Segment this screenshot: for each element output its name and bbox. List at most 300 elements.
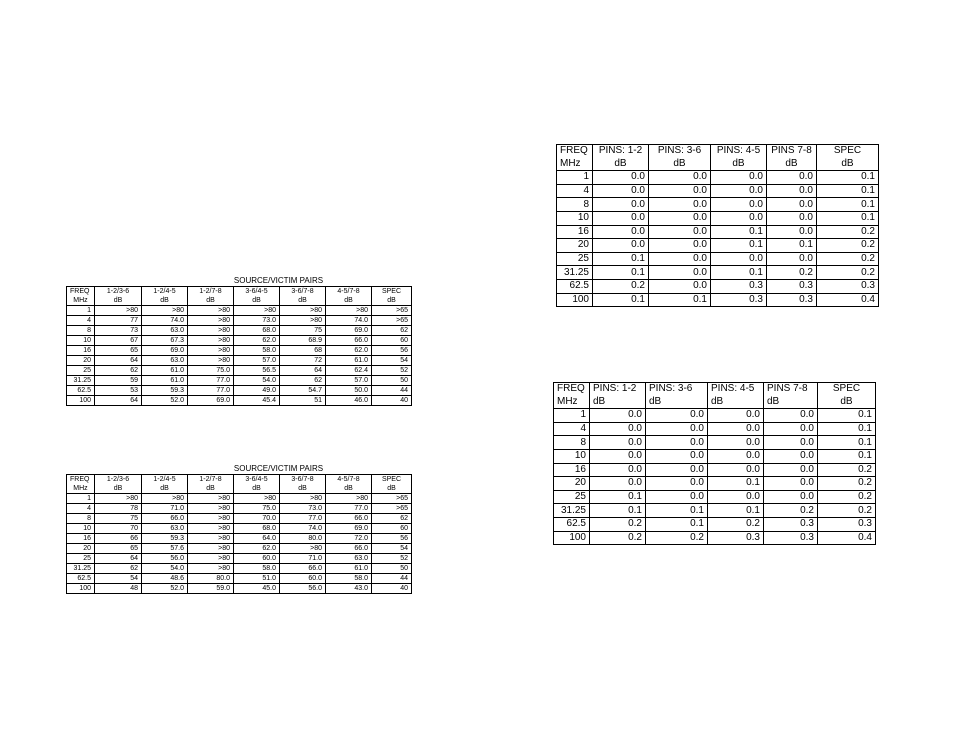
header-row	[557, 145, 879, 158]
column-header: SPEC	[817, 145, 879, 158]
value-cell: 54	[372, 544, 412, 554]
table-row	[67, 544, 412, 554]
freq-cell: 1	[67, 494, 95, 504]
column-header: 1-2/4-5	[142, 287, 188, 297]
value-cell: 43.0	[326, 584, 372, 594]
value-cell: 57.0	[234, 356, 280, 366]
freq-cell: 62.5	[67, 574, 95, 584]
column-header: dB	[818, 396, 876, 409]
value-cell: 77.0	[188, 386, 234, 396]
value-cell: 0.3	[767, 279, 817, 293]
value-cell: 62.0	[234, 544, 280, 554]
table-row	[557, 171, 879, 185]
freq-cell: 25	[554, 490, 590, 504]
column-header: PINS 7-8	[767, 145, 817, 158]
value-cell: 67.3	[142, 336, 188, 346]
value-cell: 61.0	[142, 376, 188, 386]
value-cell: 56.0	[142, 554, 188, 564]
value-cell: 61.0	[326, 564, 372, 574]
table-row	[67, 346, 412, 356]
value-cell: 0.1	[593, 266, 649, 280]
value-cell: >80	[188, 554, 234, 564]
value-cell: 0.0	[711, 198, 767, 212]
value-cell: 75	[280, 326, 326, 336]
value-cell: 59	[95, 376, 142, 386]
table-row	[557, 225, 879, 239]
value-cell: 74.0	[326, 316, 372, 326]
freq-cell: 62.5	[554, 517, 590, 531]
freq-cell: 10	[67, 524, 95, 534]
value-cell: 0.0	[708, 409, 764, 423]
value-cell: >65	[372, 306, 412, 316]
column-header: 1-2/4-5	[142, 475, 188, 485]
freq-cell: 16	[67, 534, 95, 544]
table-row	[557, 293, 879, 307]
value-cell: >80	[188, 306, 234, 316]
value-cell: 0.1	[711, 266, 767, 280]
table-row	[557, 252, 879, 266]
value-cell: 0.2	[818, 463, 876, 477]
column-header: MHz	[557, 158, 593, 171]
value-cell: 0.2	[646, 531, 708, 545]
value-cell: 62	[95, 366, 142, 376]
column-header: 3-6/4-5	[234, 287, 280, 297]
value-cell: 64	[95, 396, 142, 406]
value-cell: 0.3	[711, 279, 767, 293]
table-row	[67, 504, 412, 514]
value-cell: 52	[372, 366, 412, 376]
value-cell: 58.0	[234, 564, 280, 574]
table-row	[67, 316, 412, 326]
freq-cell: 20	[67, 544, 95, 554]
value-cell: 56	[372, 534, 412, 544]
value-cell: 75.0	[234, 504, 280, 514]
header-row	[554, 383, 876, 396]
value-cell: 64	[95, 356, 142, 366]
value-cell: 0.0	[593, 198, 649, 212]
pin-table-1	[556, 144, 879, 307]
value-cell: 62	[372, 514, 412, 524]
next-table-1	[66, 286, 412, 406]
value-cell: >80	[280, 306, 326, 316]
value-cell: 60.0	[234, 554, 280, 564]
value-cell: 54.0	[142, 564, 188, 574]
value-cell: 69.0	[326, 524, 372, 534]
value-cell: >80	[188, 356, 234, 366]
value-cell: 0.0	[764, 477, 818, 491]
table-row	[554, 436, 876, 450]
freq-cell: 4	[557, 184, 593, 198]
value-cell: >80	[188, 534, 234, 544]
table-row	[67, 534, 412, 544]
value-cell: 0.3	[817, 279, 879, 293]
header-row	[557, 158, 879, 171]
value-cell: 0.0	[767, 171, 817, 185]
value-cell: >65	[372, 316, 412, 326]
value-cell: 68	[280, 346, 326, 356]
value-cell: 54	[372, 356, 412, 366]
column-header: dB	[234, 296, 280, 306]
freq-cell: 31.25	[67, 376, 95, 386]
value-cell: 66.0	[280, 564, 326, 574]
freq-cell: 20	[67, 356, 95, 366]
table-row	[67, 554, 412, 564]
column-header: dB	[593, 158, 649, 171]
value-cell: 56.0	[280, 584, 326, 594]
column-header: SPEC	[372, 475, 412, 485]
value-cell: 66.0	[326, 544, 372, 554]
freq-cell: 16	[557, 225, 593, 239]
value-cell: 0.0	[649, 252, 711, 266]
pin-table-1-block	[556, 144, 879, 307]
table-row	[67, 376, 412, 386]
column-header: 4-5/7-8	[326, 475, 372, 485]
column-header: 4-5/7-8	[326, 287, 372, 297]
freq-cell: 31.25	[557, 266, 593, 280]
freq-cell: 1	[67, 306, 95, 316]
table-row	[554, 517, 876, 531]
value-cell: 0.0	[764, 449, 818, 463]
value-cell: 66	[95, 534, 142, 544]
value-cell: >80	[188, 524, 234, 534]
value-cell: 0.3	[711, 293, 767, 307]
value-cell: 44	[372, 574, 412, 584]
column-header: FREQ	[67, 475, 95, 485]
value-cell: 0.1	[590, 490, 646, 504]
value-cell: 62.0	[234, 336, 280, 346]
value-cell: 77	[95, 316, 142, 326]
value-cell: 0.0	[646, 422, 708, 436]
value-cell: 0.1	[818, 422, 876, 436]
table-row	[67, 356, 412, 366]
value-cell: 62.0	[326, 346, 372, 356]
value-cell: 0.0	[767, 198, 817, 212]
value-cell: >80	[188, 504, 234, 514]
value-cell: 0.0	[711, 252, 767, 266]
table-row	[554, 531, 876, 545]
freq-cell: 100	[557, 293, 593, 307]
value-cell: >80	[188, 316, 234, 326]
table-caption: SOURCE/VICTIM PAIRS	[233, 276, 324, 285]
value-cell: 0.4	[817, 293, 879, 307]
value-cell: 69.0	[326, 326, 372, 336]
value-cell: 0.0	[711, 184, 767, 198]
value-cell: 0.1	[708, 504, 764, 518]
column-header: FREQ	[67, 287, 95, 297]
pin-table-2-block	[553, 382, 876, 545]
freq-cell: 20	[554, 477, 590, 491]
column-header: MHz	[554, 396, 590, 409]
value-cell: >80	[142, 494, 188, 504]
value-cell: >80	[142, 306, 188, 316]
value-cell: 69.0	[188, 396, 234, 406]
freq-cell: 10	[557, 211, 593, 225]
value-cell: 73	[95, 326, 142, 336]
value-cell: 63.0	[142, 524, 188, 534]
value-cell: 66.0	[142, 514, 188, 524]
freq-cell: 20	[557, 239, 593, 253]
header-row	[67, 287, 412, 297]
value-cell: 71.0	[280, 554, 326, 564]
freq-cell: 25	[67, 554, 95, 564]
value-cell: 0.0	[590, 477, 646, 491]
value-cell: 72.0	[326, 534, 372, 544]
value-cell: 0.0	[590, 409, 646, 423]
value-cell: 61.0	[142, 366, 188, 376]
value-cell: 54.0	[234, 376, 280, 386]
value-cell: 69.0	[142, 346, 188, 356]
freq-cell: 100	[67, 584, 95, 594]
table-row	[67, 386, 412, 396]
value-cell: 0.1	[593, 252, 649, 266]
value-cell: 0.2	[593, 279, 649, 293]
value-cell: >80	[280, 316, 326, 326]
value-cell: 0.0	[590, 422, 646, 436]
value-cell: 0.0	[767, 184, 817, 198]
value-cell: 75.0	[188, 366, 234, 376]
value-cell: 0.0	[764, 409, 818, 423]
table-row	[557, 184, 879, 198]
freq-cell: 4	[554, 422, 590, 436]
header-row	[554, 396, 876, 409]
value-cell: 0.1	[817, 211, 879, 225]
column-header: dB	[708, 396, 764, 409]
table-row	[554, 422, 876, 436]
freq-cell: 100	[554, 531, 590, 545]
value-cell: 74.0	[142, 316, 188, 326]
value-cell: 0.1	[818, 449, 876, 463]
value-cell: 0.2	[708, 517, 764, 531]
table-row	[557, 239, 879, 253]
value-cell: 48.6	[142, 574, 188, 584]
column-header: FREQ	[554, 383, 590, 396]
value-cell: 0.2	[590, 517, 646, 531]
value-cell: 0.0	[646, 477, 708, 491]
value-cell: 0.1	[708, 477, 764, 491]
column-header: 1-2/3-6	[95, 287, 142, 297]
value-cell: 0.3	[708, 531, 764, 545]
value-cell: 48	[95, 584, 142, 594]
next-table-2	[66, 474, 412, 594]
column-header: PINS 7-8	[764, 383, 818, 396]
value-cell: 0.0	[593, 239, 649, 253]
value-cell: 56.5	[234, 366, 280, 376]
table-row	[67, 574, 412, 584]
value-cell: 0.0	[593, 184, 649, 198]
value-cell: 0.2	[817, 225, 879, 239]
table-row	[557, 211, 879, 225]
column-header: 3-6/7-8	[280, 475, 326, 485]
value-cell: 40	[372, 396, 412, 406]
column-header: dB	[95, 484, 142, 494]
table-row	[557, 279, 879, 293]
column-header: dB	[767, 158, 817, 171]
value-cell: 78	[95, 504, 142, 514]
value-cell: 0.0	[764, 422, 818, 436]
value-cell: 0.0	[649, 239, 711, 253]
value-cell: 0.0	[649, 171, 711, 185]
value-cell: 56	[372, 346, 412, 356]
value-cell: 68.0	[234, 524, 280, 534]
value-cell: 46.0	[326, 396, 372, 406]
value-cell: 0.2	[817, 252, 879, 266]
value-cell: 0.0	[708, 436, 764, 450]
value-cell: 0.3	[818, 517, 876, 531]
value-cell: 0.1	[767, 239, 817, 253]
value-cell: 0.0	[649, 225, 711, 239]
value-cell: 0.2	[817, 266, 879, 280]
value-cell: 0.2	[818, 490, 876, 504]
value-cell: 0.0	[767, 252, 817, 266]
value-cell: 51.0	[234, 574, 280, 584]
value-cell: 0.2	[767, 266, 817, 280]
value-cell: 58.0	[234, 346, 280, 356]
value-cell: 50.0	[326, 386, 372, 396]
value-cell: 59.3	[142, 386, 188, 396]
value-cell: 0.0	[711, 171, 767, 185]
value-cell: 75	[95, 514, 142, 524]
value-cell: 54	[95, 574, 142, 584]
table-row	[554, 409, 876, 423]
column-header: FREQ	[557, 145, 593, 158]
header-row	[67, 484, 412, 494]
freq-cell: 8	[67, 326, 95, 336]
value-cell: 70	[95, 524, 142, 534]
value-cell: >80	[95, 306, 142, 316]
value-cell: 74.0	[280, 524, 326, 534]
value-cell: 0.0	[767, 211, 817, 225]
table-row	[557, 266, 879, 280]
header-row	[67, 296, 412, 306]
column-header: 1-2/7-8	[188, 475, 234, 485]
column-header: PINS: 4-5	[711, 145, 767, 158]
column-header: dB	[95, 296, 142, 306]
value-cell: >80	[188, 336, 234, 346]
column-header: dB	[142, 296, 188, 306]
value-cell: 62	[372, 326, 412, 336]
column-header: dB	[280, 296, 326, 306]
value-cell: 0.2	[817, 239, 879, 253]
column-header: dB	[326, 296, 372, 306]
value-cell: 80.0	[188, 574, 234, 584]
value-cell: 62	[95, 564, 142, 574]
table-row	[554, 463, 876, 477]
value-cell: >80	[188, 494, 234, 504]
column-header: PINS: 4-5	[708, 383, 764, 396]
column-header: dB	[234, 484, 280, 494]
value-cell: >80	[188, 514, 234, 524]
value-cell: 40	[372, 584, 412, 594]
value-cell: 73.0	[234, 316, 280, 326]
value-cell: 0.1	[818, 436, 876, 450]
value-cell: 0.1	[646, 517, 708, 531]
value-cell: 67	[95, 336, 142, 346]
table-row	[67, 564, 412, 574]
value-cell: >80	[280, 494, 326, 504]
table-row	[67, 524, 412, 534]
value-cell: 0.0	[711, 211, 767, 225]
value-cell: 77.0	[188, 376, 234, 386]
table-row	[67, 514, 412, 524]
freq-cell: 31.25	[67, 564, 95, 574]
value-cell: 0.0	[708, 449, 764, 463]
value-cell: 0.0	[649, 279, 711, 293]
value-cell: 0.3	[764, 517, 818, 531]
column-header: PINS: 3-6	[646, 383, 708, 396]
value-cell: 68.0	[234, 326, 280, 336]
value-cell: 0.1	[817, 198, 879, 212]
value-cell: 0.1	[649, 293, 711, 307]
value-cell: 80.0	[280, 534, 326, 544]
column-header: dB	[188, 484, 234, 494]
value-cell: >80	[188, 346, 234, 356]
table-row	[67, 306, 412, 316]
column-header: dB	[649, 158, 711, 171]
column-header: dB	[817, 158, 879, 171]
value-cell: 58.0	[326, 574, 372, 584]
column-header: 1-2/7-8	[188, 287, 234, 297]
value-cell: 0.0	[590, 449, 646, 463]
value-cell: 72	[280, 356, 326, 366]
column-header: SPEC	[818, 383, 876, 396]
value-cell: 52.0	[142, 396, 188, 406]
value-cell: 0.0	[593, 211, 649, 225]
value-cell: 0.0	[646, 449, 708, 463]
column-header: PINS: 1-2	[590, 383, 646, 396]
table-row	[557, 198, 879, 212]
value-cell: 73.0	[280, 504, 326, 514]
column-header: dB	[326, 484, 372, 494]
value-cell: 51	[280, 396, 326, 406]
value-cell: 61.0	[326, 356, 372, 366]
pin-table-2	[553, 382, 876, 545]
value-cell: 64.0	[234, 534, 280, 544]
table-caption: SOURCE/VICTIM PAIRS	[233, 464, 324, 473]
column-header: dB	[372, 296, 412, 306]
table-row	[554, 504, 876, 518]
table-row	[67, 326, 412, 336]
value-cell: 50	[372, 564, 412, 574]
column-header: dB	[372, 484, 412, 494]
value-cell: >65	[372, 504, 412, 514]
value-cell: 62.4	[326, 366, 372, 376]
value-cell: >80	[188, 544, 234, 554]
value-cell: 0.1	[818, 409, 876, 423]
column-header: dB	[764, 396, 818, 409]
value-cell: >80	[280, 544, 326, 554]
value-cell: 63.0	[142, 326, 188, 336]
value-cell: 0.1	[646, 504, 708, 518]
value-cell: 60	[372, 336, 412, 346]
value-cell: 64	[95, 554, 142, 564]
value-cell: 50	[372, 376, 412, 386]
value-cell: 0.0	[708, 422, 764, 436]
value-cell: 0.0	[646, 490, 708, 504]
value-cell: 0.3	[764, 531, 818, 545]
freq-cell: 4	[67, 504, 95, 514]
freq-cell: 8	[67, 514, 95, 524]
value-cell: 77.0	[280, 514, 326, 524]
freq-cell: 31.25	[554, 504, 590, 518]
value-cell: 0.0	[649, 184, 711, 198]
value-cell: 0.0	[590, 436, 646, 450]
value-cell: 66.0	[326, 336, 372, 346]
value-cell: 52	[372, 554, 412, 564]
value-cell: >80	[326, 494, 372, 504]
freq-cell: 25	[557, 252, 593, 266]
freq-cell: 16	[554, 463, 590, 477]
value-cell: >80	[188, 326, 234, 336]
